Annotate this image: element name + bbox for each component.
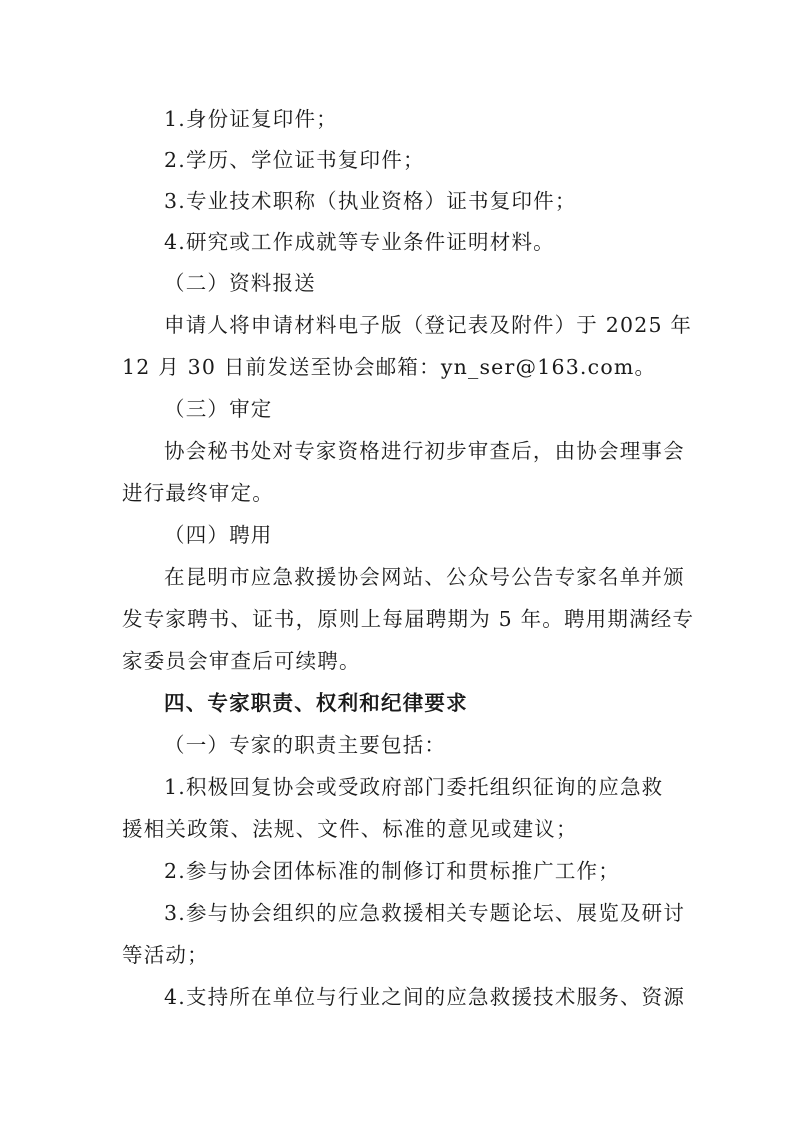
section-heading: （四）聘用 [164, 523, 273, 547]
section-heading: （三）审定 [164, 397, 273, 421]
section-heading: （一）专家的职责主要包括： [164, 733, 447, 757]
paragraph-line: 家委员会审查后可续聘。 [122, 649, 361, 673]
paragraph-line: 等活动； [122, 943, 209, 967]
paragraph-line: 4.支持所在单位与行业之间的应急救援技术服务、资源 [164, 985, 686, 1009]
paragraph-line: 3.专业技术职称（执业资格）证书复印件； [164, 189, 577, 213]
paragraph-line: 援相关政策、法规、文件、标准的意见或建议； [122, 817, 578, 841]
paragraph-line: 12 月 30 日前发送至协会邮箱：yn_ser@163.com。 [122, 355, 657, 379]
paragraph-line: 在昆明市应急救援协会网站、公众号公告专家名单并颁 [164, 565, 685, 589]
paragraph-line: 发专家聘书、证书，原则上每届聘期为 5 年。聘用期满经专 [122, 607, 695, 631]
paragraph-line: 3.参与协会组织的应急救援相关专题论坛、展览及研讨 [164, 901, 686, 925]
paragraph-line: 协会秘书处对专家资格进行初步审查后，由协会理事会 [164, 439, 685, 463]
paragraph-line: 2.参与协会团体标准的制修订和贯标推广工作； [164, 859, 620, 883]
paragraph-line: 申请人将申请材料电子版（登记表及附件）于 2025 年 [164, 313, 693, 337]
paragraph-line: 1.身份证复印件； [164, 107, 338, 131]
section-heading: （二）资料报送 [164, 271, 316, 295]
paragraph-line: 2.学历、学位证书复印件； [164, 148, 425, 172]
paragraph-line: 4.研究或工作成就等专业条件证明材料。 [164, 230, 555, 254]
paragraph-line: 1.积极回复协会或受政府部门委托组织征询的应急救 [164, 775, 664, 799]
paragraph-line: 进行最终审定。 [122, 481, 274, 505]
chapter-heading: 四、专家职责、权利和纪律要求 [164, 691, 468, 715]
